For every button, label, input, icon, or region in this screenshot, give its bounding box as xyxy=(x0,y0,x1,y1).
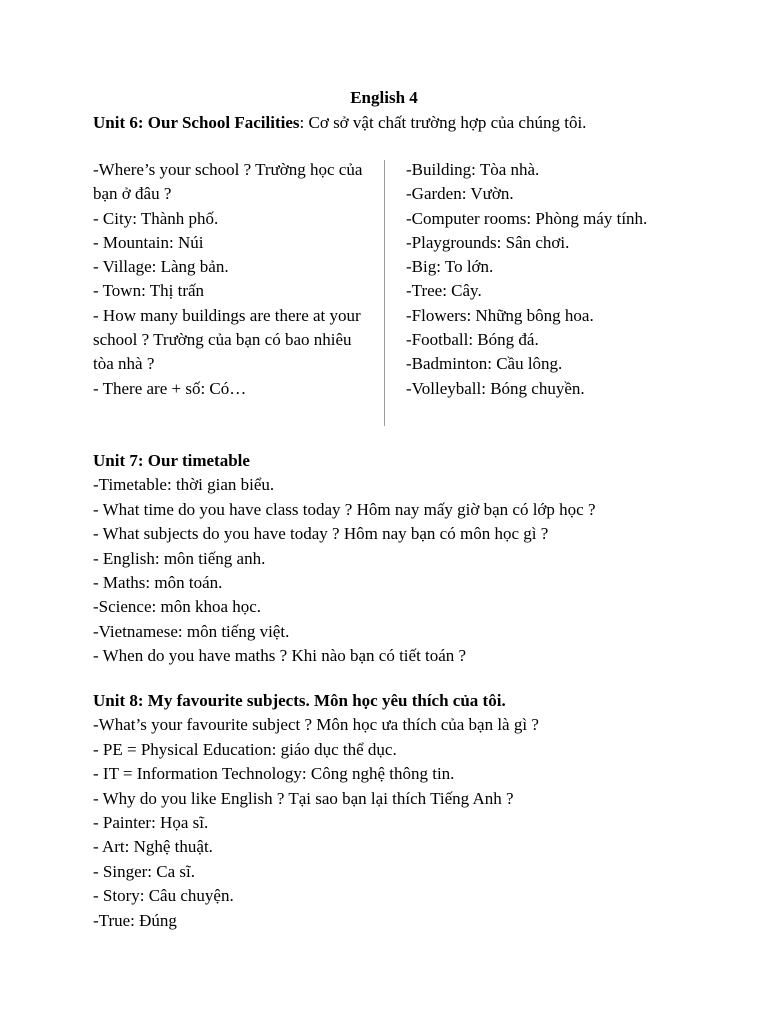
unit6-right-line: -Football: Bóng đá. xyxy=(406,330,539,350)
unit7-section xyxy=(93,449,733,669)
unit6-left-line: - Mountain: Núi xyxy=(93,232,204,252)
unit7-line: - What subjects do you have today ? Hôm nay bạn có môn học gì ? xyxy=(93,524,549,544)
unit6-right-line: -Building: Tòa nhà. xyxy=(406,160,540,179)
unit6-left-line: - How many buildings are there at your school ? Trường của bạn có bao nhiêu tòa nhà ? xyxy=(93,305,361,374)
unit8-line: - IT = Information Technology: Công nghệ thông tin. xyxy=(93,764,455,784)
unit6-right-line: -Playgrounds: Sân chơi. xyxy=(406,232,570,252)
unit6-right-line: -Garden: Vườn. xyxy=(406,184,514,204)
column-divider xyxy=(384,160,385,426)
unit8-line: -What’s your favourite subject ? Môn học ưa thích của bạn là gì ? xyxy=(93,715,539,735)
unit7-line: -Science: môn khoa học. xyxy=(93,597,262,617)
unit6-right-line: -Big: To lớn. xyxy=(406,257,494,277)
unit7-line: - What time do you have class today ? Hôm nay mấy giờ bạn có lớp học ? xyxy=(93,499,596,519)
unit7-line: - English: môn tiếng anh. xyxy=(93,548,266,568)
unit6-right-line: -Badminton: Cầu lông. xyxy=(406,354,563,374)
unit8-line: - Singer: Ca sĩ. xyxy=(93,861,195,881)
unit6-right-line: -Flowers: Những bông hoa. xyxy=(406,305,594,325)
document-title: English 4 xyxy=(350,88,418,107)
unit7-line: -Vietnamese: môn tiếng việt. xyxy=(93,621,290,641)
unit7-line: - When do you have maths ? Khi nào bạn có tiết toán ? xyxy=(93,646,467,666)
unit6-heading-bold: Unit 6: Our School Facilities xyxy=(93,113,300,132)
unit6-left-line: - Town: Thị trấn xyxy=(93,281,205,301)
unit8-line: - PE = Physical Education: giáo dục thể dục. xyxy=(93,739,397,759)
unit6-right-line: -Volleyball: Bóng chuyền. xyxy=(406,378,585,398)
unit6-left-line: - Village: Làng bản. xyxy=(93,257,229,277)
unit6-right-line: -Tree: Cây. xyxy=(406,281,482,301)
unit6-left-line: - City: Thành phố. xyxy=(93,208,219,228)
unit8-heading: Unit 8: My favourite subjects. Môn học yêu thích của tôi. xyxy=(93,691,506,710)
unit8-line: - Story: Câu chuyện. xyxy=(93,886,234,906)
unit6-left-column xyxy=(93,158,368,401)
unit7-line: - Maths: môn toán. xyxy=(93,573,223,593)
unit6-left-line: -Where’s your school ? Trường học của bạn ở đâu ? xyxy=(93,160,363,204)
unit6-right-column xyxy=(406,158,666,401)
unit6-heading xyxy=(93,113,586,133)
unit6-left-line: - There are + số: Có… xyxy=(93,378,247,398)
unit8-line: -True: Đúng xyxy=(93,910,177,930)
unit8-line: - Why do you like English ? Tại sao bạn lại thích Tiếng Anh ? xyxy=(93,788,514,808)
unit8-line: - Art: Nghệ thuật. xyxy=(93,837,213,857)
unit6-heading-translation: : Cơ sở vật chất trường hợp của chúng tôi. xyxy=(299,113,587,132)
unit8-line: - Painter: Họa sĩ. xyxy=(93,813,209,833)
unit6-right-line: -Computer rooms: Phòng máy tính. xyxy=(406,208,648,228)
unit8-section xyxy=(93,689,733,933)
unit7-line: -Timetable: thời gian biểu. xyxy=(93,475,275,495)
unit7-heading: Unit 7: Our timetable xyxy=(93,451,250,470)
